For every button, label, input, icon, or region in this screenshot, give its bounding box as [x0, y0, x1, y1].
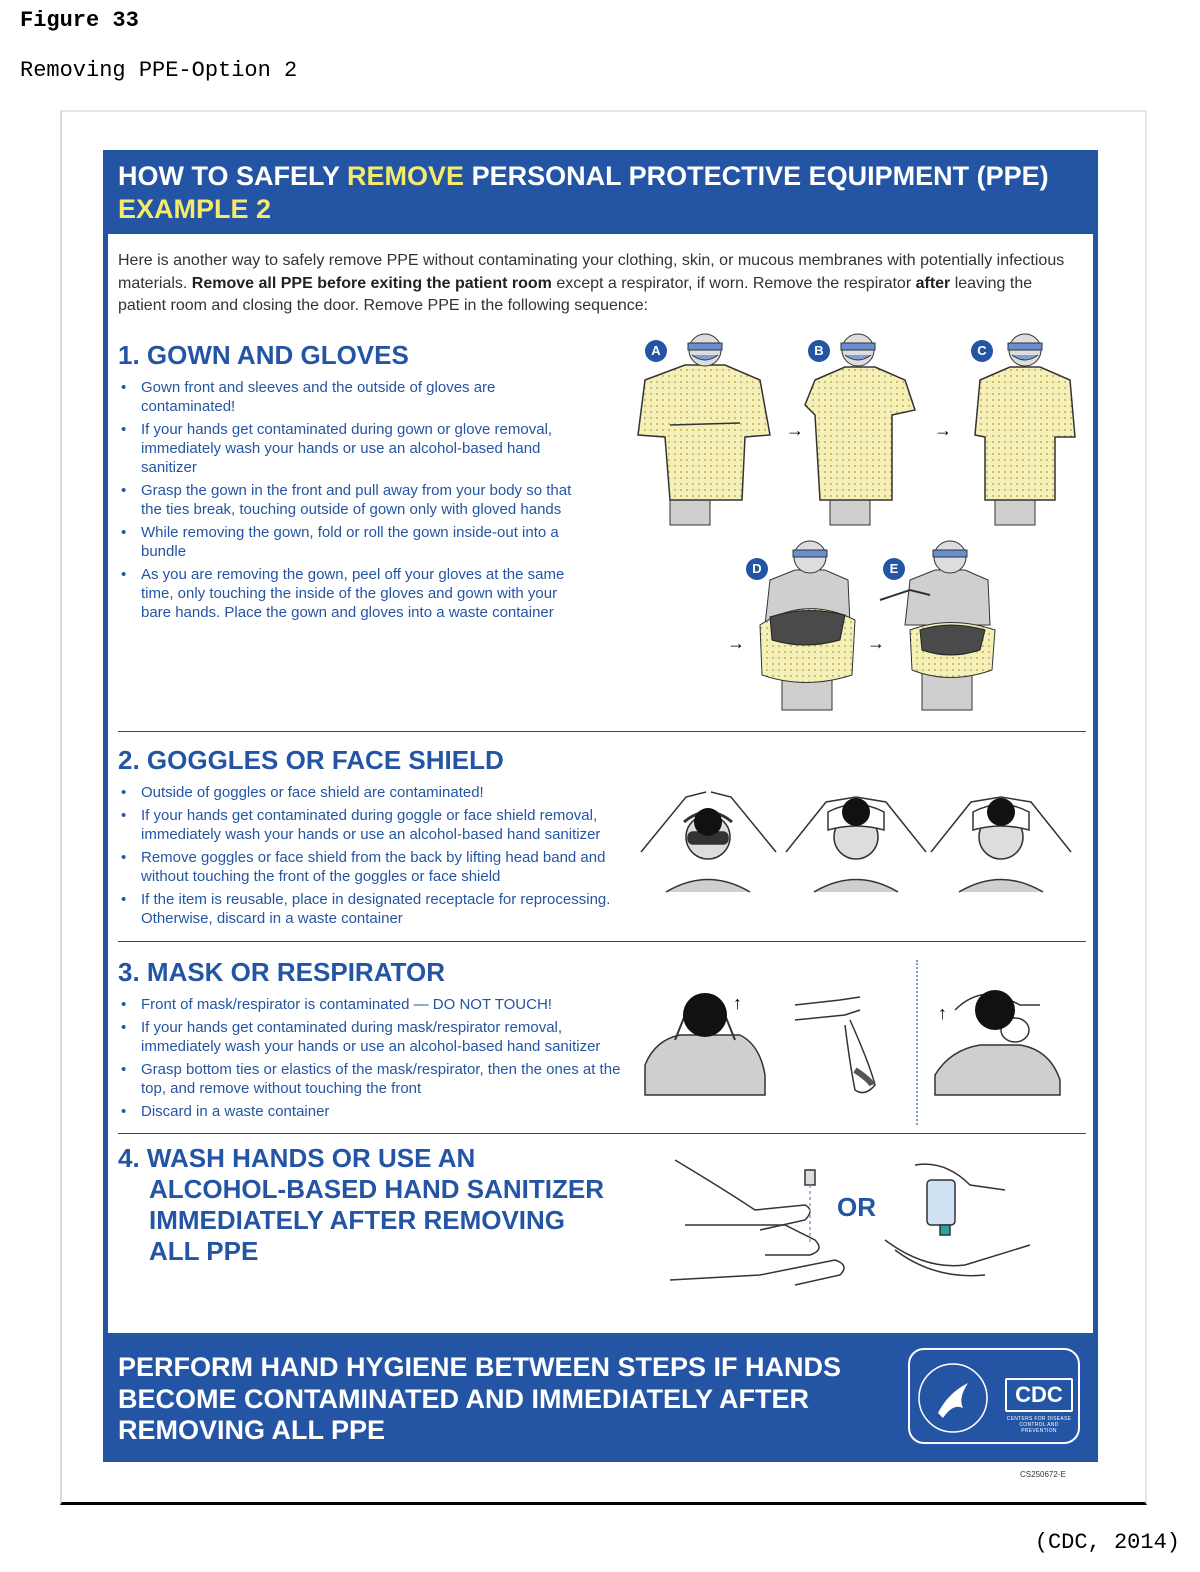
figure-caption: Removing PPE-Option 2	[20, 58, 298, 83]
figure-c	[975, 334, 1075, 525]
title-highlight: REMOVE	[347, 161, 465, 191]
bullet: • Gown front and sleeves and the outside of gloves are contaminated!	[118, 378, 588, 416]
footer-line: REMOVING ALL PPE	[118, 1415, 386, 1445]
bullet: • As you are removing the gown, peel off your gloves at the same time, only touching the inside of the gloves and gown with your bare hands. Place the gown and gloves into a waste container	[118, 565, 588, 622]
arrow-icon: →	[867, 633, 885, 653]
section-divider	[118, 731, 1086, 732]
step-badge-a: A	[645, 340, 667, 362]
bullet: • If the item is reusable, place in designated receptacle for reprocessing. Otherwise, discard in a waste container	[118, 890, 638, 928]
bullet: • Remove goggles or face shield from the back by lifting head band and without touching the front of the goggles or face shield	[118, 848, 638, 886]
dotted-divider	[916, 960, 918, 1125]
section-divider	[118, 1133, 1086, 1134]
hhs-seal-icon	[913, 1358, 993, 1438]
figure-label: Figure 33	[20, 8, 139, 33]
document-code: CS250672-E	[1020, 1470, 1066, 1479]
footer-line: BECOME CONTAMINATED AND IMMEDIATELY AFTER	[118, 1383, 809, 1414]
intro-paragraph	[118, 250, 1083, 318]
intro-bold2: after	[915, 274, 951, 292]
intro-part3: leaving the patient room and closing the door. Remove PPE in the following sequence:	[118, 274, 1033, 314]
cdc-logo-mark: CDC	[1005, 1378, 1073, 1412]
step-badge-d: D	[746, 558, 768, 580]
title-part2: PERSONAL PROTECTIVE EQUIPMENT (PPE)	[464, 161, 1049, 191]
hand-hygiene-illustration	[665, 1150, 1040, 1310]
title-line: IMMEDIATELY AFTER REMOVING	[149, 1205, 566, 1235]
bullet: • Grasp the gown in the front and pull away from your body so that the ties break, touching outside of gown only with gloved hands	[118, 481, 588, 519]
section-1-title: 1. GOWN AND GLOVES	[118, 340, 409, 370]
section-2-title: 2. GOGGLES OR FACE SHIELD	[118, 745, 504, 775]
step-badge-b: B	[808, 340, 830, 362]
title-line: 4. WASH HANDS OR USE AN	[118, 1143, 476, 1173]
footer-line: PERFORM HAND HYGIENE BETWEEN STEPS IF HANDS	[118, 1352, 842, 1382]
citation: (CDC, 2014)	[1034, 1530, 1180, 1555]
intro-part2: except a respirator, if worn. Remove the respirator	[551, 274, 916, 292]
arrow-up-icon: ↑	[938, 1003, 947, 1023]
step-badge-c: C	[971, 340, 993, 362]
bullet: • Front of mask/respirator is contaminated — DO NOT TOUCH!	[118, 995, 638, 1014]
title-line: ALL PPE	[149, 1236, 259, 1266]
section-2-bullets	[118, 783, 638, 932]
figure-b	[805, 334, 915, 525]
bullet: • If your hands get contaminated during gown or glove removal, immediately wash your hands or use an alcohol-based hand sanitizer	[118, 420, 588, 477]
face-shield-removal-illustration	[636, 782, 1076, 894]
bullet: • Grasp bottom ties or elastics of the mask/respirator, then the ones at the top, and remove without touching the front	[118, 1060, 638, 1098]
section-divider	[118, 941, 1086, 942]
arrow-icon: →	[934, 420, 952, 440]
mask-removal-illustration	[640, 985, 1080, 1100]
bullet: • While removing the gown, fold or roll the gown inside-out into a bundle	[118, 523, 588, 561]
figure-d	[760, 541, 855, 710]
arrow-icon: →	[786, 420, 804, 440]
title-line: ALCOHOL-BASED HAND SANITIZER	[149, 1174, 604, 1204]
footer-message	[118, 1352, 878, 1447]
section-3-bullets	[118, 995, 638, 1125]
intro-bold1: Remove all PPE before exiting the patient room	[191, 274, 552, 292]
cdc-logo-subtitle: CENTERS FOR DISEASE CONTROL AND PREVENTION	[1006, 1416, 1072, 1434]
section-3-title: 3. MASK OR RESPIRATOR	[118, 957, 445, 987]
step-badge-e: E	[883, 558, 905, 580]
bullet: • Outside of goggles or face shield are contaminated!	[118, 783, 638, 802]
title-part1: HOW TO SAFELY	[118, 161, 348, 191]
arrow-up-icon: ↑	[733, 993, 742, 1013]
gown-removal-illustration-abc	[630, 325, 1090, 535]
figure-a	[638, 334, 770, 525]
bullet: • If your hands get contaminated during goggle or face shield removal, immediately wash your hands or use an alcohol-based hand sanitizer	[118, 806, 638, 844]
title-example: EXAMPLE 2	[118, 194, 272, 224]
arrow-icon: →	[727, 633, 745, 653]
bullet: • If your hands get contaminated during mask/respirator removal, immediately wash your hands or use an alcohol-based hand sanitizer	[118, 1018, 638, 1056]
section-4-title	[118, 1143, 618, 1267]
or-label: OR	[837, 1192, 876, 1222]
bullet: • Discard in a waste container	[118, 1102, 638, 1121]
gown-removal-illustration-de	[740, 535, 1010, 715]
intro-part1: Here is another way to safely remove PPE without contaminating your clothing, skin, or mucous membranes with potentially infectious materials.	[118, 252, 1065, 292]
poster-title	[118, 160, 1088, 226]
section-1-bullets	[118, 378, 588, 626]
